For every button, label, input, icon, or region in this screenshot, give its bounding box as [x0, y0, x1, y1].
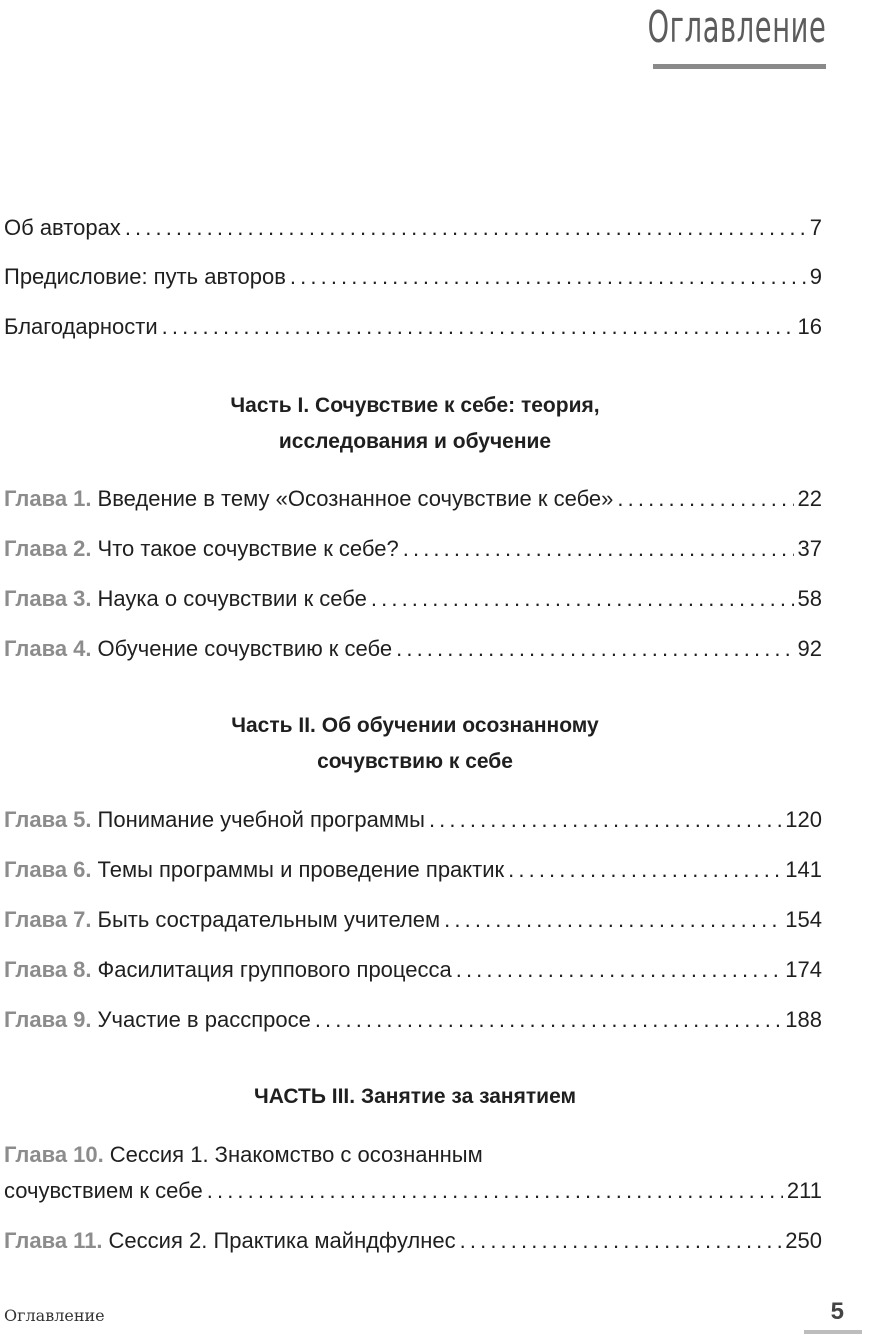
page-title: Оглавление — [647, 2, 826, 53]
toc-entry-title: Понимание учебной программы — [97, 807, 425, 832]
toc-entry-acknowledgements[interactable] — [4, 310, 822, 344]
chapter-label: Глава 3. — [4, 586, 92, 611]
toc-entry-page: 37 — [797, 536, 822, 561]
toc-entry-chapter-5[interactable] — [4, 803, 822, 837]
toc-entry-page: 141 — [785, 857, 822, 882]
part-1-heading-line-2: исследования и обучение — [278, 430, 552, 453]
toc-entry-title: сочувствием к себе — [4, 1178, 203, 1203]
leader-dots — [162, 310, 794, 344]
toc-entry-page: 174 — [785, 957, 822, 982]
chapter-label: Глава 1. — [4, 486, 92, 511]
toc-entry-title: Темы программы и проведение практик — [97, 857, 505, 882]
toc-entry-chapter-4[interactable] — [4, 632, 822, 666]
toc-entry-page: 120 — [785, 807, 822, 832]
toc-entry-title: Что такое сочувствие к себе? — [97, 536, 399, 561]
toc-entry-preface[interactable] — [4, 260, 822, 294]
toc-entry-chapter-6[interactable] — [4, 853, 822, 887]
chapter-label: Глава 10. — [4, 1142, 104, 1167]
chapter-label: Глава 7. — [4, 907, 92, 932]
chapter-label: Глава 8. — [4, 957, 92, 982]
page-number: 5 — [830, 1298, 844, 1325]
running-footer-label: Оглавление — [4, 1306, 105, 1325]
toc-entry-chapter-1[interactable] — [4, 482, 822, 516]
chapter-label: Глава 5. — [4, 807, 92, 832]
part-2-heading-line-1: Часть II. Об обучении осознанному — [231, 714, 599, 737]
leader-dots — [460, 1224, 782, 1258]
leader-dots — [429, 803, 781, 837]
leader-dots — [290, 260, 806, 294]
toc-entry-chapter-10[interactable] — [4, 1174, 822, 1208]
toc-entry-title: Наука о сочувствии к себе — [97, 586, 367, 611]
leader-dots — [396, 632, 793, 666]
chapter-label: Глава 4. — [4, 636, 92, 661]
toc-entry-title: Обучение сочувствию к себе — [97, 636, 393, 661]
leader-dots — [456, 953, 782, 987]
chapter-label: Глава 2. — [4, 536, 92, 561]
toc-entry-chapter-10-line-1[interactable] — [4, 1138, 483, 1172]
toc-entry-chapter-11[interactable] — [4, 1224, 822, 1258]
leader-dots — [125, 211, 806, 245]
toc-entry-title: Об авторах — [4, 215, 121, 240]
toc-entry-page: 22 — [797, 486, 822, 511]
leader-dots — [315, 1003, 781, 1037]
toc-entry-chapter-9[interactable] — [4, 1003, 822, 1037]
toc-entry-chapter-8[interactable] — [4, 953, 822, 987]
toc-entry-page: 188 — [785, 1007, 822, 1032]
toc-entry-page: 7 — [809, 215, 822, 240]
toc-entry-title-line-1: Сессия 1. Знакомство с осознанным — [109, 1142, 483, 1167]
toc-entry-page: 9 — [809, 264, 822, 289]
toc-entry-page: 58 — [797, 586, 822, 611]
toc-entry-chapter-7[interactable] — [4, 903, 822, 937]
toc-entry-title: Быть сострадательным учителем — [97, 907, 441, 932]
page-number-rule — [804, 1330, 862, 1334]
leader-dots — [207, 1174, 783, 1208]
chapter-label: Глава 6. — [4, 857, 92, 882]
toc-entry-title: Предисловие: путь авторов — [4, 264, 286, 289]
leader-dots — [508, 853, 781, 887]
toc-entry-title: Сессия 2. Практика майндфулнес — [108, 1228, 456, 1253]
part-3-heading: ЧАСТЬ III. Занятие за занятием — [253, 1085, 577, 1108]
leader-dots — [371, 582, 794, 616]
part-1-heading-line-1: Часть I. Сочувствие к себе: теория, — [230, 394, 600, 417]
toc-entry-title: Введение в тему «Осознанное сочувствие к себе» — [97, 486, 614, 511]
leader-dots — [444, 903, 781, 937]
leader-dots — [617, 482, 793, 516]
part-2-heading-line-2: сочувствию к себе — [317, 750, 513, 773]
toc-entry-title: Фасилитация группового процесса — [97, 957, 452, 982]
toc-entry-title: Участие в расспросе — [97, 1007, 311, 1032]
chapter-label: Глава 9. — [4, 1007, 92, 1032]
toc-entry-page: 92 — [797, 636, 822, 661]
chapter-label: Глава 11. — [4, 1228, 103, 1253]
toc-entry-page: 250 — [785, 1228, 822, 1253]
title-underline — [653, 64, 826, 69]
toc-entry-about-authors[interactable] — [4, 211, 822, 245]
toc-entry-page: 16 — [797, 314, 822, 339]
toc-entry-page: 211 — [786, 1178, 822, 1203]
toc-entry-chapter-2[interactable] — [4, 532, 822, 566]
toc-entry-chapter-3[interactable] — [4, 582, 822, 616]
toc-entry-page: 154 — [785, 907, 822, 932]
toc-entry-title: Благодарности — [4, 314, 158, 339]
leader-dots — [403, 532, 794, 566]
